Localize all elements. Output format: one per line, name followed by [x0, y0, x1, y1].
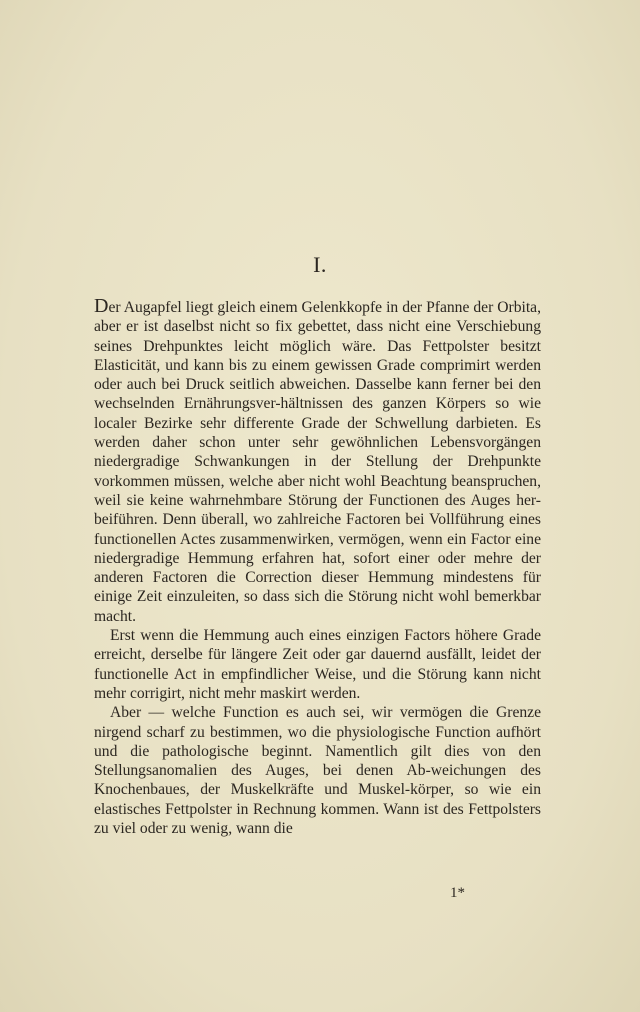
chapter-number: I. [313, 252, 327, 277]
paragraph-2: Erst wenn die Hemmung auch eines einzigen Factors höhere Grade erreicht, derselbe für längere Zeit oder gar dauernd ausfällt, leidet der functionelle Act in empfindlicher Weise, und die Störung kann nicht mehr corrigirt, nicht mehr maskirt werden. [94, 627, 541, 702]
paragraph-1-text: er Augapfel liegt gleich einem Gelenkkopfe in der Pfanne der Orbita, aber er ist daselbst nicht so fix gebettet, dass nicht eine Verschiebung seines Drehpunktes leicht möglich wäre. Das Fettpolster besitzt Elasticität, und kann bis zu einem gewissen Grade comprimirt werden oder auch bei Druck seitlich abweichen. Dasselbe kann ferner bei den wechselnden Ernährungsver-hältnissen des ganzen Körpers so wie localer Bezirke sehr differente Grade der Schwellung darbieten. Es werden daher schon unter sehr gewöhnlichen Lebensvorgängen niedergradige Schwankungen in der Stellung der Drehpunkte vorkommen müssen, welche aber nicht wohl Beachtung beanspruchen, weil sie keine wahrnehmbare Störung der Functionen des Auges her-beiführen. Denn überall, wo zahlreiche Factoren bei Vollführung eines functionellen Actes zusammenwirken, vermögen, wenn ein Factor eine niedergradige Hemmung erfahren hat, sofort einer oder mehre der anderen Factoren die Correction dieser Hemmung mindestens für einige Zeit einzuleiten, so dass sich die Störung nicht wohl bemerkbar macht. [94, 299, 541, 625]
paragraph-1 [94, 297, 541, 626]
page-signature: 1* [450, 885, 465, 901]
paragraph-3: Aber — welche Function es auch sei, wir vermögen die Grenze nirgend scharf zu bestimmen, wo die physiologische Function aufhört und die pathologische beginnt. Namentlich gilt dies von den Stellungsanomalien des Auges, bei denen Ab-weichungen des Knochenbaues, der Muskelkräfte und Muskel-körper, so wie ein elastisches Fettpolster in Rechnung kommen. Wann ist des Fettpolsters zu viel oder zu wenig, wann die [94, 704, 541, 838]
body-text [94, 297, 541, 838]
drop-cap: D [94, 295, 109, 317]
